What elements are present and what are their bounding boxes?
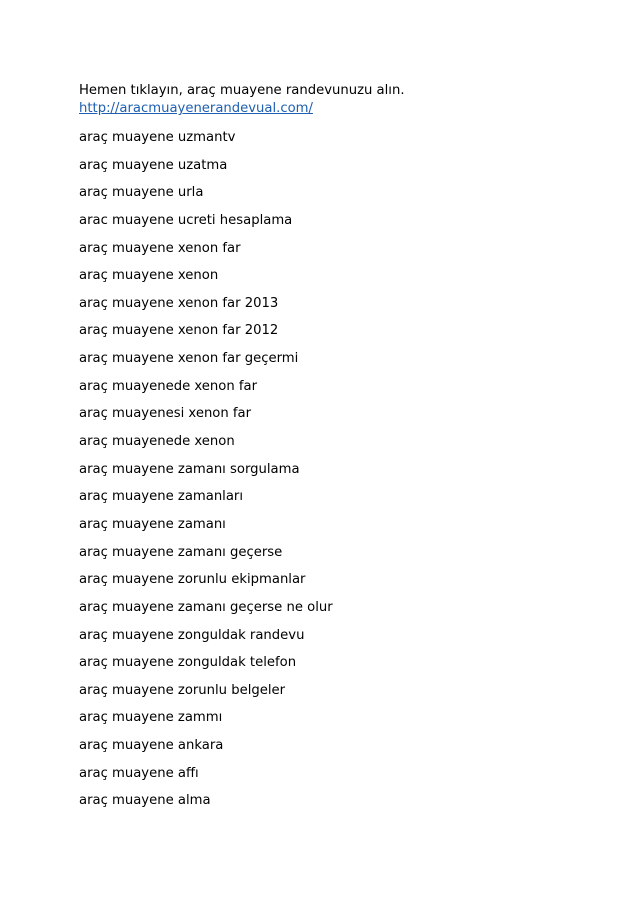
- list-item: araç muayene zammı: [79, 710, 223, 726]
- list-item: araç muayene urla: [79, 185, 204, 201]
- list-item: araç muayene uzatma: [79, 157, 228, 173]
- list-item: araç muayenede xenon: [79, 434, 235, 450]
- list-item: araç muayene affı: [79, 765, 199, 781]
- list-item: araç muayene xenon far 2013: [79, 295, 279, 311]
- list-item: araç muayene xenon far geçermi: [79, 351, 299, 367]
- list-item: araç muayenede xenon far: [79, 378, 258, 394]
- list-item: araç muayene zorunlu ekipmanlar: [79, 572, 306, 588]
- list-item: araç muayene xenon: [79, 268, 219, 284]
- list-item: araç muayene zamanları: [79, 489, 244, 505]
- list-item: araç muayene zonguldak telefon: [79, 655, 297, 671]
- list-item: araç muayene xenon far: [79, 240, 241, 256]
- list-item: araç muayene alma: [79, 793, 211, 809]
- list-item: arac muayene ucreti hesaplama: [79, 212, 293, 228]
- list-item: araç muayene zamanı geçerse ne olur: [79, 599, 333, 615]
- list-item: araç muayene zamanı sorgulama: [79, 461, 300, 477]
- list-item: araç muayene ankara: [79, 738, 224, 754]
- list-item: araç muayene zorunlu belgeler: [79, 682, 286, 698]
- keyword-list: [79, 124, 599, 815]
- list-item: araç muayene zamanı: [79, 516, 226, 532]
- list-item: araç muayene zonguldak randevu: [79, 627, 305, 643]
- list-item: araç muayene uzmantv: [79, 130, 236, 145]
- list-item: araç muayene zamanı geçerse: [79, 544, 283, 560]
- document-page: [79, 82, 599, 815]
- list-item: araç muayenesi xenon far: [79, 406, 252, 422]
- list-item: araç muayene xenon far 2012: [79, 323, 279, 339]
- randevu-link[interactable]: http://aracmuayenerandevual.com/: [79, 101, 313, 116]
- intro-text: Hemen tıklayın, araç muayene randevunuzu alın.: [79, 83, 405, 98]
